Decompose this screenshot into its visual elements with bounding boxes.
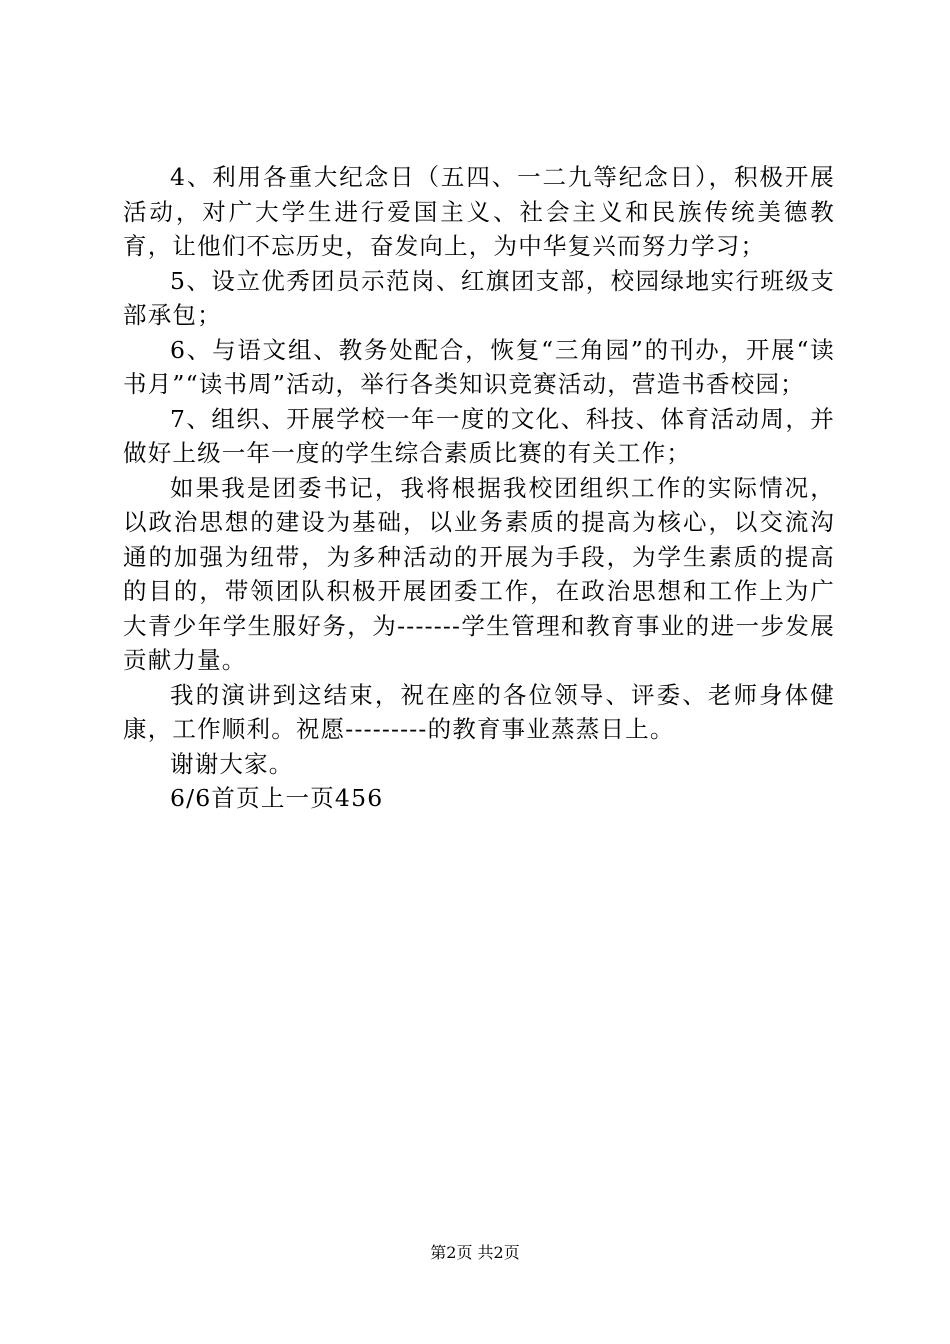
- paragraph-secretary-plan: 如果我是团委书记，我将根据我校团组织工作的实际情况，以政治思想的建设为基础，以业务素质的提高为核心，以交流沟通的加强为纽带，为多种活动的开展为手段，为学生素质的提高的目的，带领团队积极开展团委工作，在政治思想和工作上为广大青少年学生服好务，为-------学生管理和教育事业的进一步发展贡献力量。: [123, 473, 835, 674]
- paragraph-closing: 我的演讲到这结束，祝在座的各位领导、评委、老师身体健康，工作顺利。祝愿---------的教育事业蒸蒸日上。: [123, 680, 835, 743]
- paragraph-item-6: 6、与语文组、教务处配合，恢复“三角园”的刊办，开展“读书月”“读书周”活动，举行各类知识竞赛活动，营造书香校园；: [123, 335, 835, 398]
- document-body: [123, 160, 835, 816]
- paragraph-item-4: 4、利用各重大纪念日（五四、一二九等纪念日），积极开展活动，对广大学生进行爱国主义、社会主义和民族传统美德教育，让他们不忘历史，奋发向上，为中华复兴而努力学习；: [123, 163, 835, 260]
- paragraph-thanks: 谢谢大家。: [170, 749, 294, 778]
- paragraph-page-nav: 6/6首页上一页456: [170, 784, 384, 812]
- paragraph-item-7: 7、组织、开展学校一年一度的文化、科技、体育活动周，并做好上级一年一度的学生综合素质比赛的有关工作；: [123, 404, 835, 467]
- page-footer: 第2页 共2页: [430, 1243, 520, 1262]
- paragraph-item-5: 5、设立优秀团员示范岗、红旗团支部，校园绿地实行班级支部承包；: [123, 266, 835, 329]
